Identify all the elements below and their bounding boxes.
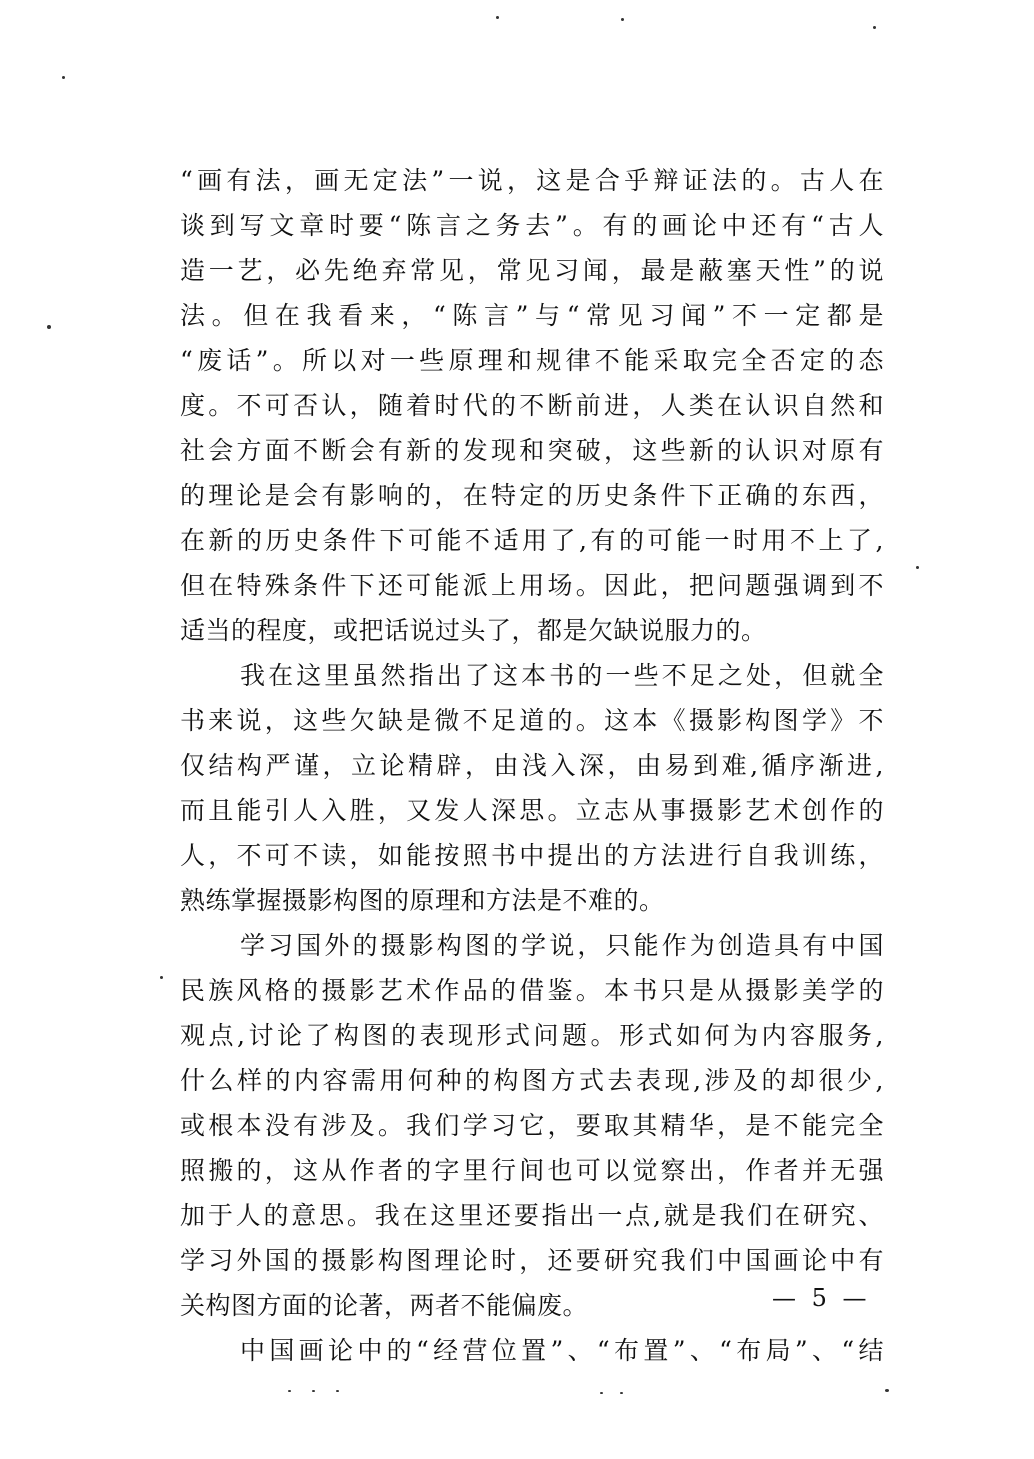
scan-speck [312, 1390, 315, 1392]
scan-speck [885, 1389, 889, 1392]
text-line: 熟练掌握摄影构图的原理和方法是不难的。 [180, 886, 665, 915]
scan-speck [496, 16, 499, 19]
text-line: 加于人的意思。我在这里还要指出一点,就是我们在研究、 [180, 1201, 884, 1230]
text-line: 人，不可不读，如能按照书中提出的方法进行自我训练， [180, 841, 884, 870]
text-line: 在新的历史条件下可能不适用了,有的可能一时用不上了, [180, 526, 884, 555]
text-line: 观点,讨论了构图的表现形式问题。形式如何为内容服务, [180, 1021, 884, 1050]
body-text [180, 158, 884, 1373]
text-line: “画有法，画无定法”一说，这是合乎辩证法的。古人在 [180, 166, 884, 195]
scan-speck [621, 18, 624, 21]
text-line: 中国画论中的“经营位置”、“布置”、“布局”、“结 [240, 1336, 884, 1365]
text-line: 谈到写文章时要“陈言之务去”。有的画论中还有“古人 [180, 211, 884, 240]
text-line: 法。但在我看来，“陈言”与“常见习闻”不一定都是 [180, 301, 884, 330]
text-line: 仅结构严谨，立论精辟，由浅入深，由易到难,循序渐进, [180, 751, 884, 780]
text-line: 书来说，这些欠缺是微不足道的。这本《摄影构图学》不 [180, 706, 884, 735]
text-line: 学习国外的摄影构图的学说，只能作为创造具有中国 [240, 931, 884, 960]
scan-speck [47, 325, 51, 329]
scan-speck [288, 1390, 291, 1392]
text-line: 的理论是会有影响的，在特定的历史条件下正确的东西， [180, 481, 884, 510]
text-line: 我在这里虽然指出了这本书的一些不足之处，但就全 [240, 661, 884, 690]
scan-speck [916, 566, 919, 569]
scan-speck [620, 1392, 623, 1394]
text-line: 造一艺，必先绝弃常见，常见习闻，最是蔽塞天性”的说 [180, 256, 884, 285]
text-line: 或根本没有涉及。我们学习它，要取其精华，是不能完全 [180, 1111, 884, 1140]
text-line: 学习外国的摄影构图理论时，还要研究我们中国画论中有 [180, 1246, 884, 1275]
text-line: “废话”。所以对一些原理和规律不能采取完全否定的态 [180, 346, 884, 375]
scan-speck [873, 26, 876, 29]
scan-speck [160, 976, 163, 979]
scan-speck [336, 1390, 339, 1392]
text-line: 民族风格的摄影艺术作品的借鉴。本书只是从摄影美学的 [180, 976, 884, 1005]
text-line: 适当的程度，或把话说过头了，都是欠缺说服力的。 [180, 616, 767, 645]
text-line: 而且能引人入胜，又发人深思。立志从事摄影艺术创作的 [180, 796, 884, 825]
scan-speck [62, 76, 65, 79]
page-number: — 5 — [772, 1284, 871, 1312]
text-line: 度。不可否认，随着时代的不断前进，人类在认识自然和 [180, 391, 884, 420]
text-line: 但在特殊条件下还可能派上用场。因此，把问题强调到不 [180, 571, 884, 600]
text-line: 照搬的，这从作者的字里行间也可以觉察出，作者并无强 [180, 1156, 884, 1185]
text-line: 什么样的内容需用何种的构图方式去表现,涉及的却很少, [180, 1066, 884, 1095]
text-line: 社会方面不断会有新的发现和突破，这些新的认识对原有 [180, 436, 884, 465]
text-line: 关构图方面的论著，两者不能偏废。 [180, 1291, 589, 1320]
scan-speck [600, 1392, 603, 1394]
